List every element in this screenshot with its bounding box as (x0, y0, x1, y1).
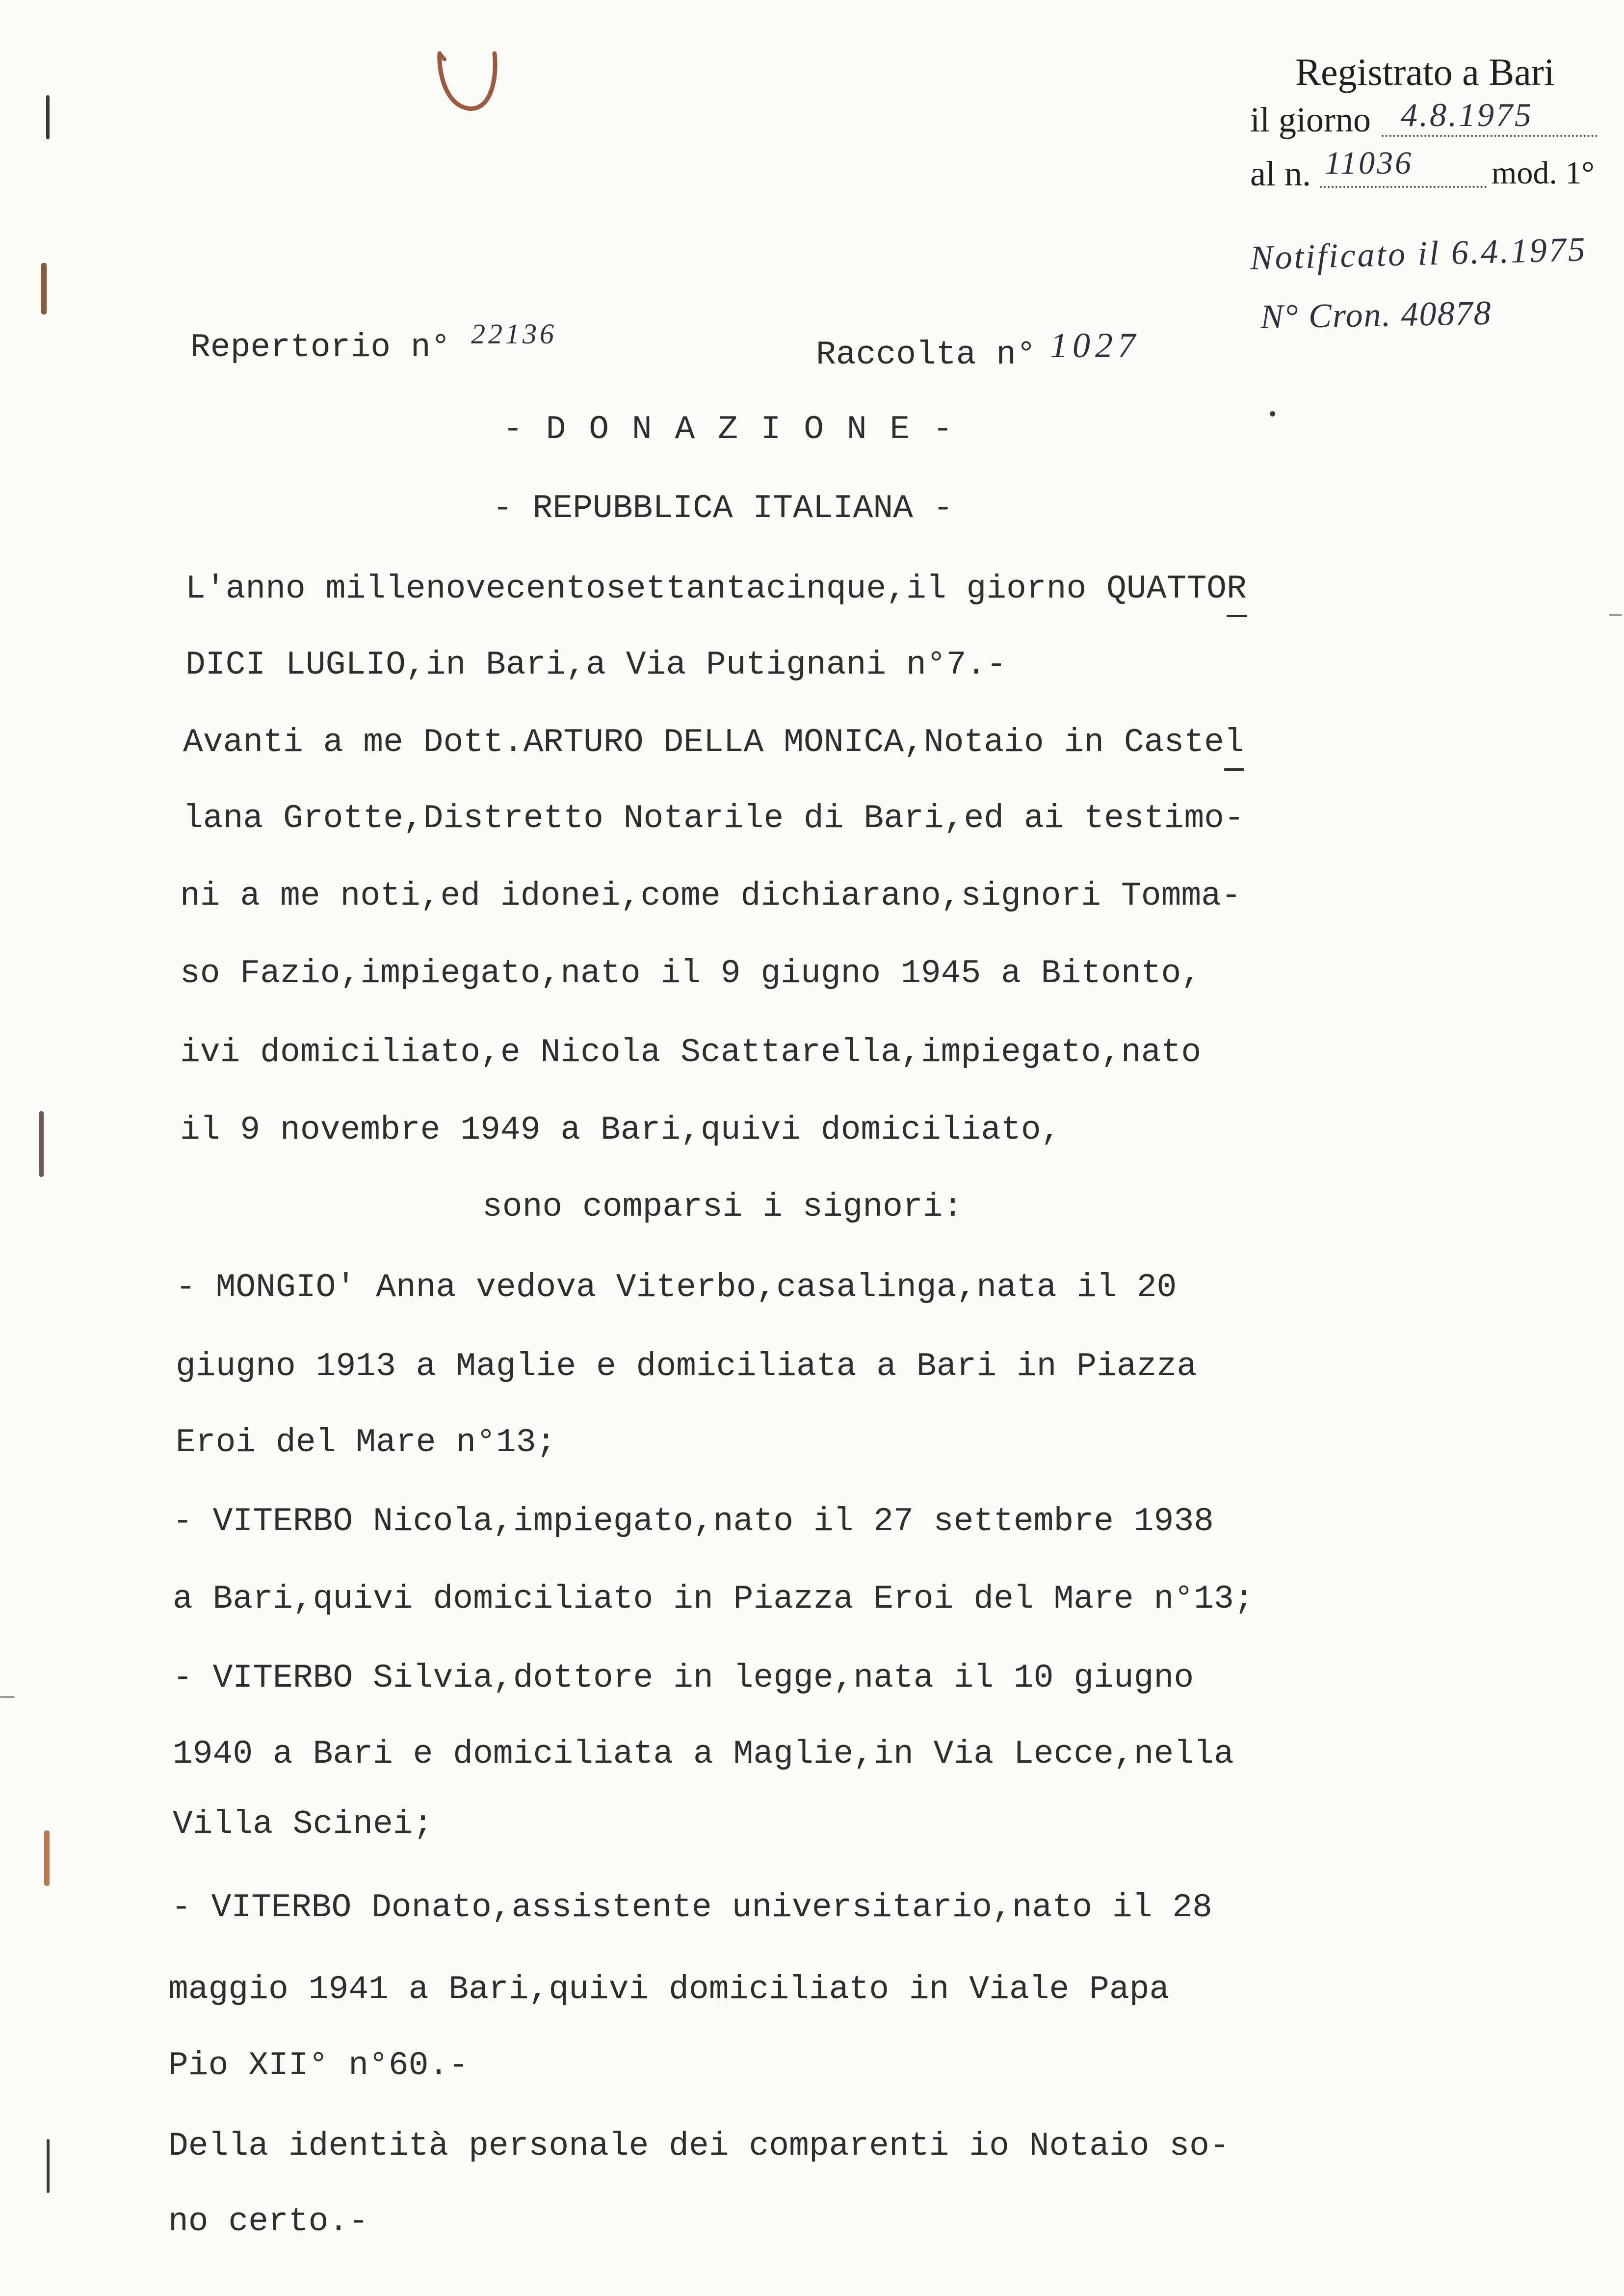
deed-title: - D O N A Z I O N E - (503, 411, 953, 448)
margin-mark (41, 263, 47, 314)
deed-line: sono comparsi i signori: (482, 1188, 963, 1226)
raccolta-number: 1027 (1050, 326, 1140, 365)
deed-line: a Bari,quivi domiciliato in Piazza Eroi del Mare n°13; (173, 1580, 1254, 1618)
repertorio-label: Repertorio n° (190, 329, 451, 366)
deed-line: L'anno millenovecentosettantacinque,il giorno QUATTOR (185, 570, 1247, 608)
repertorio-number: 22136 (471, 318, 557, 350)
registration-date-dotted-line (1382, 135, 1598, 137)
margin-tick (1609, 614, 1622, 616)
raccolta-label: Raccolta n° (816, 336, 1036, 374)
deed-line: - VITERBO Silvia,dottore in legge,nata il 10 giugno (173, 1659, 1194, 1697)
deed-line: ivi domiciliato,e Nicola Scattarella,impiegato,nato (180, 1034, 1202, 1071)
margin-tick (0, 1696, 15, 1698)
deed-line: lana Grotte,Distretto Notarile di Bari,ed ai testimo- (183, 800, 1244, 837)
registration-date-label: il giorno (1250, 100, 1371, 139)
deed-subtitle: - REPUBBLICA ITALIANA - (493, 490, 953, 527)
deed-line: Avanti a me Dott.ARTURO DELLA MONICA,Notaio in Castel (183, 724, 1244, 761)
deed-line: - MONGIO' Anna vedova Viterbo,casalinga,nata il 20 (176, 1269, 1177, 1306)
chronological-number-note: N° Cron. 40878 (1260, 294, 1493, 336)
registration-number-label: al n. (1250, 154, 1311, 193)
deed-line: 1940 a Bari e domiciliata a Maglie,in Via Lecce,nella (173, 1735, 1234, 1773)
deed-line: - VITERBO Donato,assistente universitario,nato il 28 (171, 1889, 1212, 1927)
margin-mark (47, 2139, 50, 2193)
deed-line: so Fazio,impiegato,nato il 9 giugno 1945 a Bitonto, (180, 955, 1202, 992)
handwritten-u-mark-icon (427, 47, 510, 120)
deed-line: giugno 1913 a Maglie e domiciliata a Bari in Piazza (176, 1348, 1197, 1385)
deed-line: il 9 novembre 1949 a Bari,quivi domiciliato, (180, 1111, 1061, 1149)
registration-date-value: 4.8.1975 (1401, 96, 1533, 133)
registration-stamp-title: Registrato a Bari (1295, 51, 1555, 93)
typed-underline (1227, 615, 1247, 617)
notification-note: Notificato il 6.4.1975 (1249, 231, 1588, 277)
deed-line: Della identità personale dei comparenti io Notaio so- (168, 2127, 1230, 2165)
registration-model: mod. 1° (1492, 155, 1595, 191)
deed-line: no certo.- (168, 2203, 369, 2241)
deed-line: - VITERBO Nicola,impiegato,nato il 27 settembre 1938 (173, 1503, 1214, 1540)
margin-mark (39, 1111, 44, 1177)
stray-dot (1270, 411, 1275, 417)
deed-line: Eroi del Mare n°13; (176, 1424, 556, 1461)
registration-number-value: 11036 (1325, 145, 1414, 181)
registration-number-dotted-line (1320, 186, 1487, 188)
deed-line: ni a me noti,ed idonei,come dichiarano,signori Tomma- (180, 877, 1241, 915)
deed-line: maggio 1941 a Bari,quivi domiciliato in Viale Papa (168, 1971, 1170, 2009)
margin-mark (46, 95, 50, 139)
margin-mark (44, 1830, 50, 1886)
deed-line: Villa Scinei; (173, 1805, 433, 1843)
deed-line: Pio XII° n°60.- (168, 2047, 469, 2085)
typed-underline (1224, 768, 1244, 771)
deed-line: DICI LUGLIO,in Bari,a Via Putignani n°7.- (185, 646, 1007, 684)
